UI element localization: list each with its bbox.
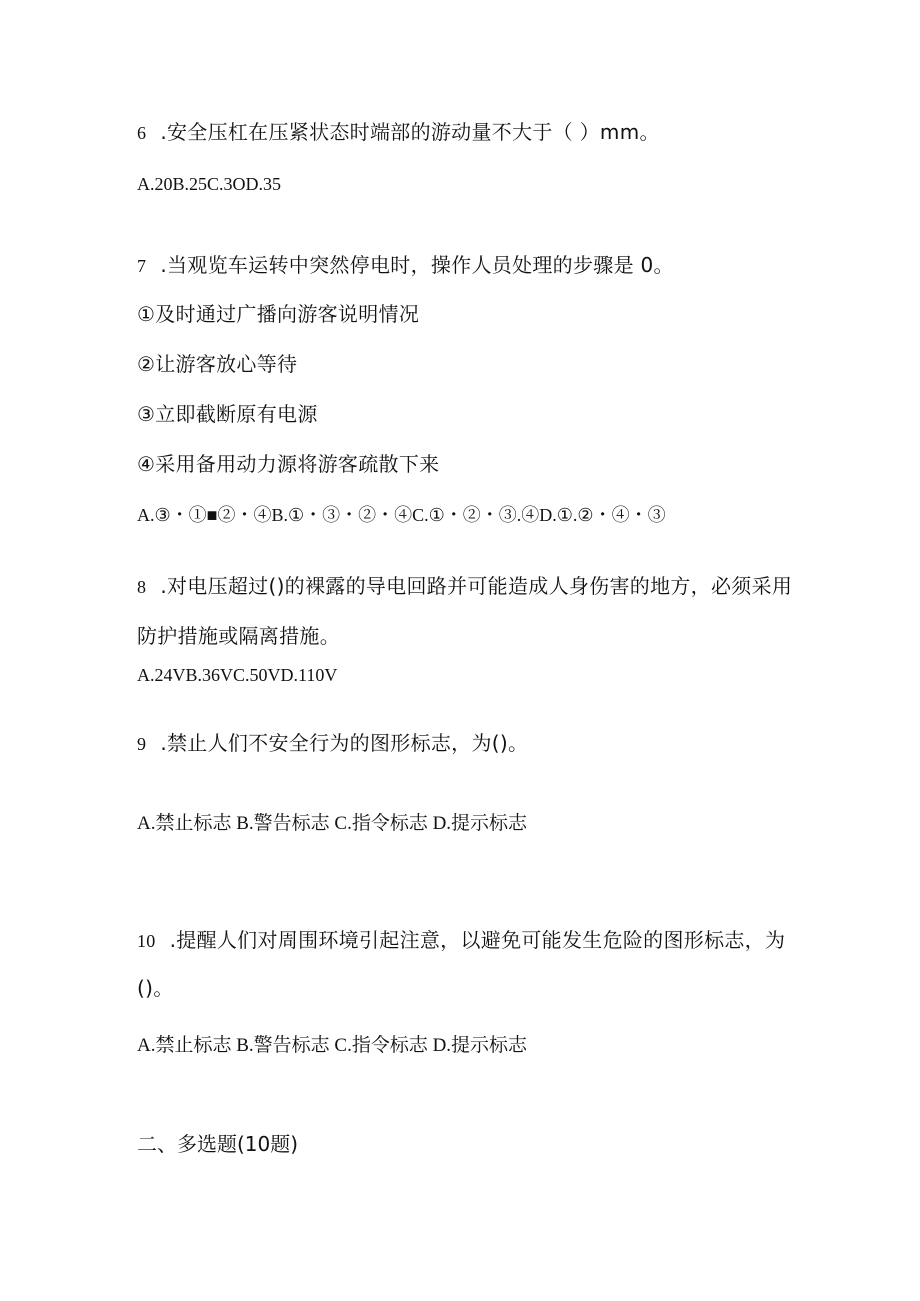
question-number: 6 <box>137 123 147 143</box>
question-7-options: A.③・①■②・④B.①・③・②・④C.①・②・③.④D.①.②・④・③ <box>137 505 666 525</box>
question-stem: .禁止人们不安全行为的图形标志，为()。 <box>160 731 529 755</box>
question-number: 7 <box>137 256 147 276</box>
question-7-step-3: ③立即截断原有电源 <box>137 402 318 426</box>
question-6-text <box>137 122 660 142</box>
question-number: 9 <box>137 734 147 754</box>
question-stem: .当观览车运转中突然停电时，操作人员处理的步骤是 0。 <box>160 253 674 277</box>
question-10-options: A.禁止标志 B.警告标志 C.指令标志 D.提示标志 <box>137 1035 528 1056</box>
question-9-text <box>137 733 528 753</box>
question-6-options: A.20B.25C.3OD.35 <box>137 174 282 194</box>
question-7-text <box>137 255 674 275</box>
question-7-step-2: ②让游客放心等待 <box>137 352 298 376</box>
question-8-text <box>137 576 792 596</box>
question-stem: .提醒人们对周围环境引起注意，以避免可能发生危险的图形标志，为 <box>169 928 786 952</box>
question-stem: .对电压超过()的裸露的导电回路并可能造成人身伤害的地方，必须采用 <box>160 574 793 598</box>
question-7-step-1: ①及时通过广播向游客说明情况 <box>137 302 420 326</box>
question-number: 8 <box>137 577 147 597</box>
question-10-text-cont: ()。 <box>137 976 174 1000</box>
question-8-options: A.24VB.36VC.50VD.110V <box>137 665 338 685</box>
question-10-text <box>137 930 785 950</box>
section-heading: 二、多选题(10题) <box>137 1132 299 1156</box>
question-8-text-cont: 防护措施或隔离措施。 <box>137 624 340 648</box>
question-stem: .安全压杠在压紧状态时端部的游动量不大于（ ）mm。 <box>160 120 660 144</box>
question-9-options: A.禁止标志 B.警告标志 C.指令标志 D.提示标志 <box>137 813 528 834</box>
question-number: 10 <box>137 931 156 951</box>
question-7-step-4: ④采用备用动力源将游客疏散下来 <box>137 452 440 476</box>
